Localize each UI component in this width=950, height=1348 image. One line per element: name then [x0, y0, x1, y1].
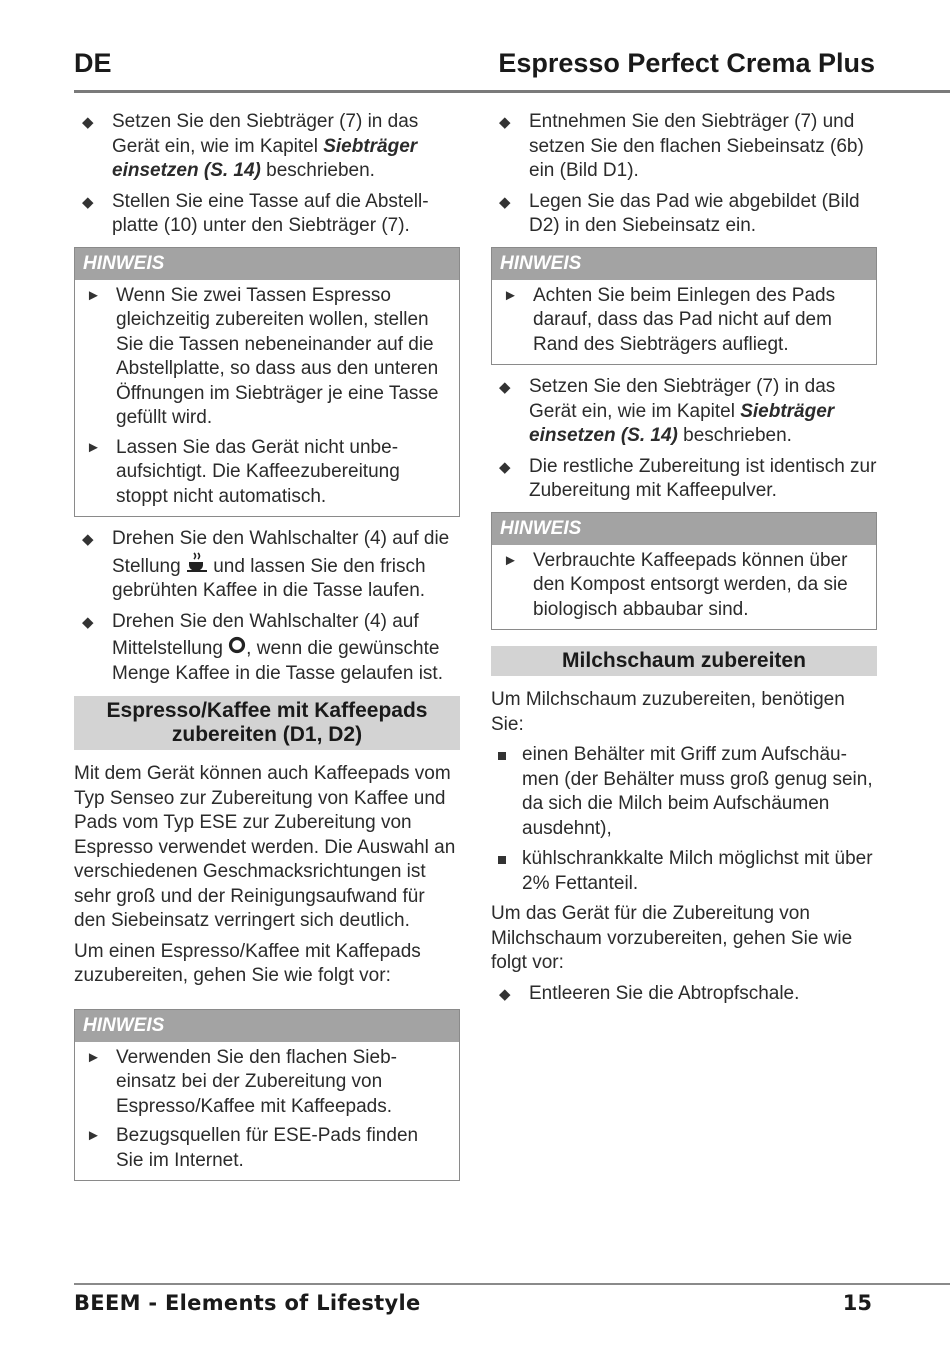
hint-heading: HINWEIS	[492, 513, 876, 545]
hint-heading: HINWEIS	[75, 248, 459, 280]
hint-box	[74, 1009, 460, 1182]
diamond-bullet-icon: ◆	[499, 458, 511, 476]
section-heading: Milchschaum zubereiten	[491, 646, 877, 676]
list-item: ◆ Setzen Sie den Siebträger (7) in das Gerät ein, wie im Kapitel Siebträger einsetzen (S. 14) beschrieben.	[82, 111, 419, 181]
hint-heading: HINWEIS	[492, 248, 876, 280]
footer-divider	[74, 1283, 950, 1285]
hint-item: ► Achten Sie beim Einlegen des Pads darauf, dass das Pad nicht auf dem Rand des Siebträgers aufliegt.	[503, 284, 836, 355]
triangle-bullet-icon: ►	[86, 1048, 101, 1066]
hint-box	[491, 247, 877, 366]
diamond-bullet-icon: ◆	[499, 114, 511, 131]
triangle-bullet-icon: ►	[503, 286, 518, 304]
hint-item: ► Lassen Sie das Gerät nicht unbeaufsichtigt. Die Kaffeezubereitung stoppt nicht automatisch.	[86, 436, 400, 507]
paragraph: Mit dem Gerät können auch Kaffeepads vom Typ Senseo zur Zubereitung von Kaffee und Pads vom Typ ESE zur Zubereitung von Espresso verwendet werden. Die Auswahl an verschiedenen Geschmacksrichtungen ist sehr groß und der Reinigungsaufwand für den Siebeinsatz verringert sich deutlich.	[74, 763, 456, 931]
right-column	[491, 110, 877, 1012]
paragraph: Um das Gerät für die Zubereitung von Milchschaum vorzubereiten, gehen Sie wie folgt vor:	[491, 903, 853, 973]
hint-box	[74, 247, 460, 518]
header-divider	[74, 90, 950, 93]
list-item: ◆ Legen Sie das Pad wie abgebildet (Bild D2) in den Siebeinsatz ein.	[499, 190, 860, 236]
hint-item: ► Verwenden Sie den flachen Siebeinsatz bei der Zubereitung von Espresso/Kaffee mit Kaffeepads.	[86, 1046, 397, 1117]
coffee-cup-icon	[186, 552, 208, 574]
footer-brand: BEEM - Elements of Lifestyle	[74, 1291, 421, 1315]
triangle-bullet-icon: ►	[503, 551, 518, 569]
paragraph: Um einen Espresso/Kaffee mit Kaffepads zuzubereiten, gehen Sie wie folgt vor:	[74, 940, 421, 986]
list-item: ◆ Drehen Sie den Wahlschalter (4) auf die Stellung und lassen Sie den frisch gebrühten Kaffee in die Tasse laufen.	[82, 528, 450, 601]
list-item: ◆ Die restliche Zubereitung ist identisch zur Zubereitung mit Kaffeepulver.	[499, 455, 877, 501]
left-column	[74, 110, 460, 1191]
square-bullet-icon	[498, 752, 506, 760]
section-heading: Espresso/Kaffee mit Kaffeepads zubereiten (D1, D2)	[74, 696, 460, 750]
list-item: einen Behälter mit Griff zum Aufschäumen (der Behälter muss groß genug sein, da sich die Milch beim Aufschäumen ausdehnt),	[491, 743, 877, 841]
hint-box	[491, 512, 877, 631]
diamond-bullet-icon: ◆	[499, 193, 511, 211]
list-item: ◆ Setzen Sie den Siebträger (7) in das Gerät ein, wie im Kapitel Siebträger einsetzen (S. 14) beschrieben.	[499, 376, 836, 446]
triangle-bullet-icon: ►	[86, 1127, 101, 1144]
diamond-bullet-icon: ◆	[82, 531, 94, 548]
diamond-bullet-icon: ◆	[82, 114, 94, 131]
page-number: 15	[842, 1291, 872, 1315]
list-item: ◆ Drehen Sie den Wahlschalter (4) auf Mittelstellung , wenn die gewünschte Menge Kaffee in die Tasse gelaufen ist.	[82, 610, 443, 684]
square-bullet-icon	[498, 856, 506, 864]
diamond-bullet-icon: ◆	[499, 379, 511, 396]
diamond-bullet-icon: ◆	[82, 193, 94, 211]
diamond-bullet-icon: ◆	[499, 985, 511, 1003]
list-item: ◆ Entnehmen Sie den Siebträger (7) und setzen Sie den flachen Siebeinsatz (6b) ein (Bild D1).	[499, 111, 864, 181]
paragraph: Um Milchschaum zuzubereiten, benötigen Sie:	[491, 689, 845, 735]
hint-heading: HINWEIS	[75, 1010, 459, 1042]
page-title: Espresso Perfect Crema Plus	[498, 48, 875, 78]
hint-item: ► Wenn Sie zwei Tassen Espresso gleichzeitig zubereiten wollen, stellen Sie die Tassen nebeneinander auf die Abstellplatte, so dass aus den unteren Öffnungen im Siebträger je eine Tasse gefüllt wird.	[86, 284, 439, 428]
list-item: ◆ Stellen Sie eine Tasse auf die Abstellplatte (10) unter den Siebträger (7).	[82, 190, 429, 236]
list-item: kühlschrankkalte Milch möglichst mit über 2% Fettanteil.	[491, 847, 877, 896]
list-item: ◆ Entleeren Sie die Abtropfschale.	[491, 982, 877, 1007]
diamond-bullet-icon: ◆	[82, 613, 94, 631]
hint-item: ► Bezugsquellen für ESE-Pads finden Sie im Internet.	[86, 1125, 419, 1171]
triangle-bullet-icon: ►	[86, 286, 101, 304]
language-code: DE	[74, 48, 112, 78]
hint-item: ► Verbrauchte Kaffeepads können über den Kompost entsorgt werden, da sie biologisch abbaubar sind.	[503, 549, 848, 620]
middle-position-icon	[228, 634, 246, 656]
triangle-bullet-icon: ►	[86, 438, 101, 456]
